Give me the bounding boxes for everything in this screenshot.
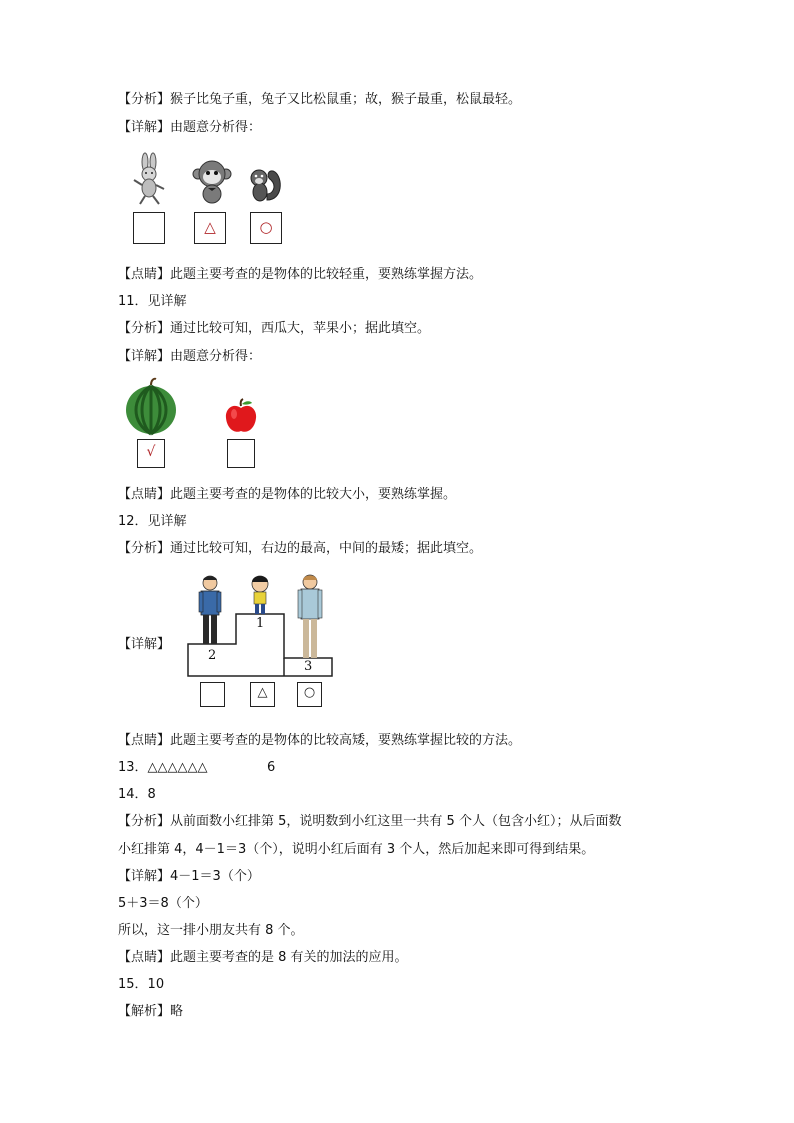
- answer-box-squirrel[interactable]: [250, 212, 282, 244]
- q12-title: 12．见详解: [118, 514, 187, 529]
- q10-comment: 【点睛】此题主要考查的是物体的比较轻重，要熟练掌握方法。: [118, 267, 483, 282]
- q14-analysis-1: 【分析】从前面数小红排第 5，说明数到小红这里一共有 5 个人（包含小红）；从后面数: [118, 814, 622, 829]
- answer-box-watermelon[interactable]: [137, 439, 165, 468]
- podium-label-2: 2: [208, 648, 217, 663]
- podium-label-3: 3: [304, 659, 313, 674]
- q14-comment: 【点睛】此题主要考查的是 8 有关的加法的应用。: [118, 950, 408, 965]
- q15-analysis: 【解析】略: [118, 1004, 184, 1019]
- q12-detail: 【详解】: [118, 637, 171, 652]
- circle-mark: ○: [259, 218, 273, 236]
- q11-detail: 【详解】由题意分析得：: [118, 349, 262, 364]
- answer-box-rabbit[interactable]: [133, 212, 165, 244]
- apple-icon: [224, 398, 258, 434]
- rabbit-icon: [128, 154, 172, 206]
- answer-box-right[interactable]: [297, 682, 322, 707]
- q14-analysis-2: 小红排第 4，4－1＝3（个），说明小红后面有 3 个人，然后加起来即可得到结果。: [118, 842, 595, 857]
- q15-title: 15．10: [118, 977, 165, 992]
- q14-detail-3: 所以，这一排小朋友共有 8 个。: [118, 923, 304, 938]
- circle-mark: ○: [303, 685, 316, 700]
- person-left: [199, 576, 221, 644]
- q13-triangles: 13．△△△△△△: [118, 760, 208, 775]
- q13-answer: 6: [267, 760, 276, 775]
- squirrel-icon: [247, 164, 283, 204]
- triangle-mark: △: [204, 218, 216, 236]
- person-middle: [252, 576, 268, 614]
- q12-comment: 【点睛】此题主要考查的是物体的比较高矮，要熟练掌握比较的方法。: [118, 733, 522, 748]
- q11-analysis: 【分析】通过比较可知，西瓜大，苹果小；据此填空。: [118, 321, 431, 336]
- answer-box-middle[interactable]: [250, 682, 275, 707]
- answer-box-apple[interactable]: [227, 439, 255, 468]
- check-mark: √: [146, 444, 156, 460]
- q10-analysis: 【分析】猴子比兔子重，兔子又比松鼠重；故，猴子最重，松鼠最轻。: [118, 92, 522, 107]
- q11-comment: 【点睛】此题主要考查的是物体的比较大小，要熟练掌握。: [118, 487, 457, 502]
- q14-detail-1: 【详解】4－1＝3（个）: [118, 869, 260, 884]
- person-right: [298, 575, 322, 658]
- q12-analysis: 【分析】通过比较可知，右边的最高，中间的最矮；据此填空。: [118, 541, 483, 556]
- answer-box-left[interactable]: [200, 682, 225, 707]
- monkey-icon: [192, 160, 232, 204]
- q14-title: 14．8: [118, 787, 156, 802]
- triangle-mark: △: [257, 685, 268, 700]
- q14-detail-2: 5＋3＝8（个）: [118, 896, 208, 911]
- q10-detail: 【详解】由题意分析得：: [118, 120, 262, 135]
- podium-label-1: 1: [256, 616, 265, 631]
- answer-box-monkey[interactable]: [194, 212, 226, 244]
- watermelon-icon: [125, 377, 177, 435]
- q11-title: 11．见详解: [118, 294, 187, 309]
